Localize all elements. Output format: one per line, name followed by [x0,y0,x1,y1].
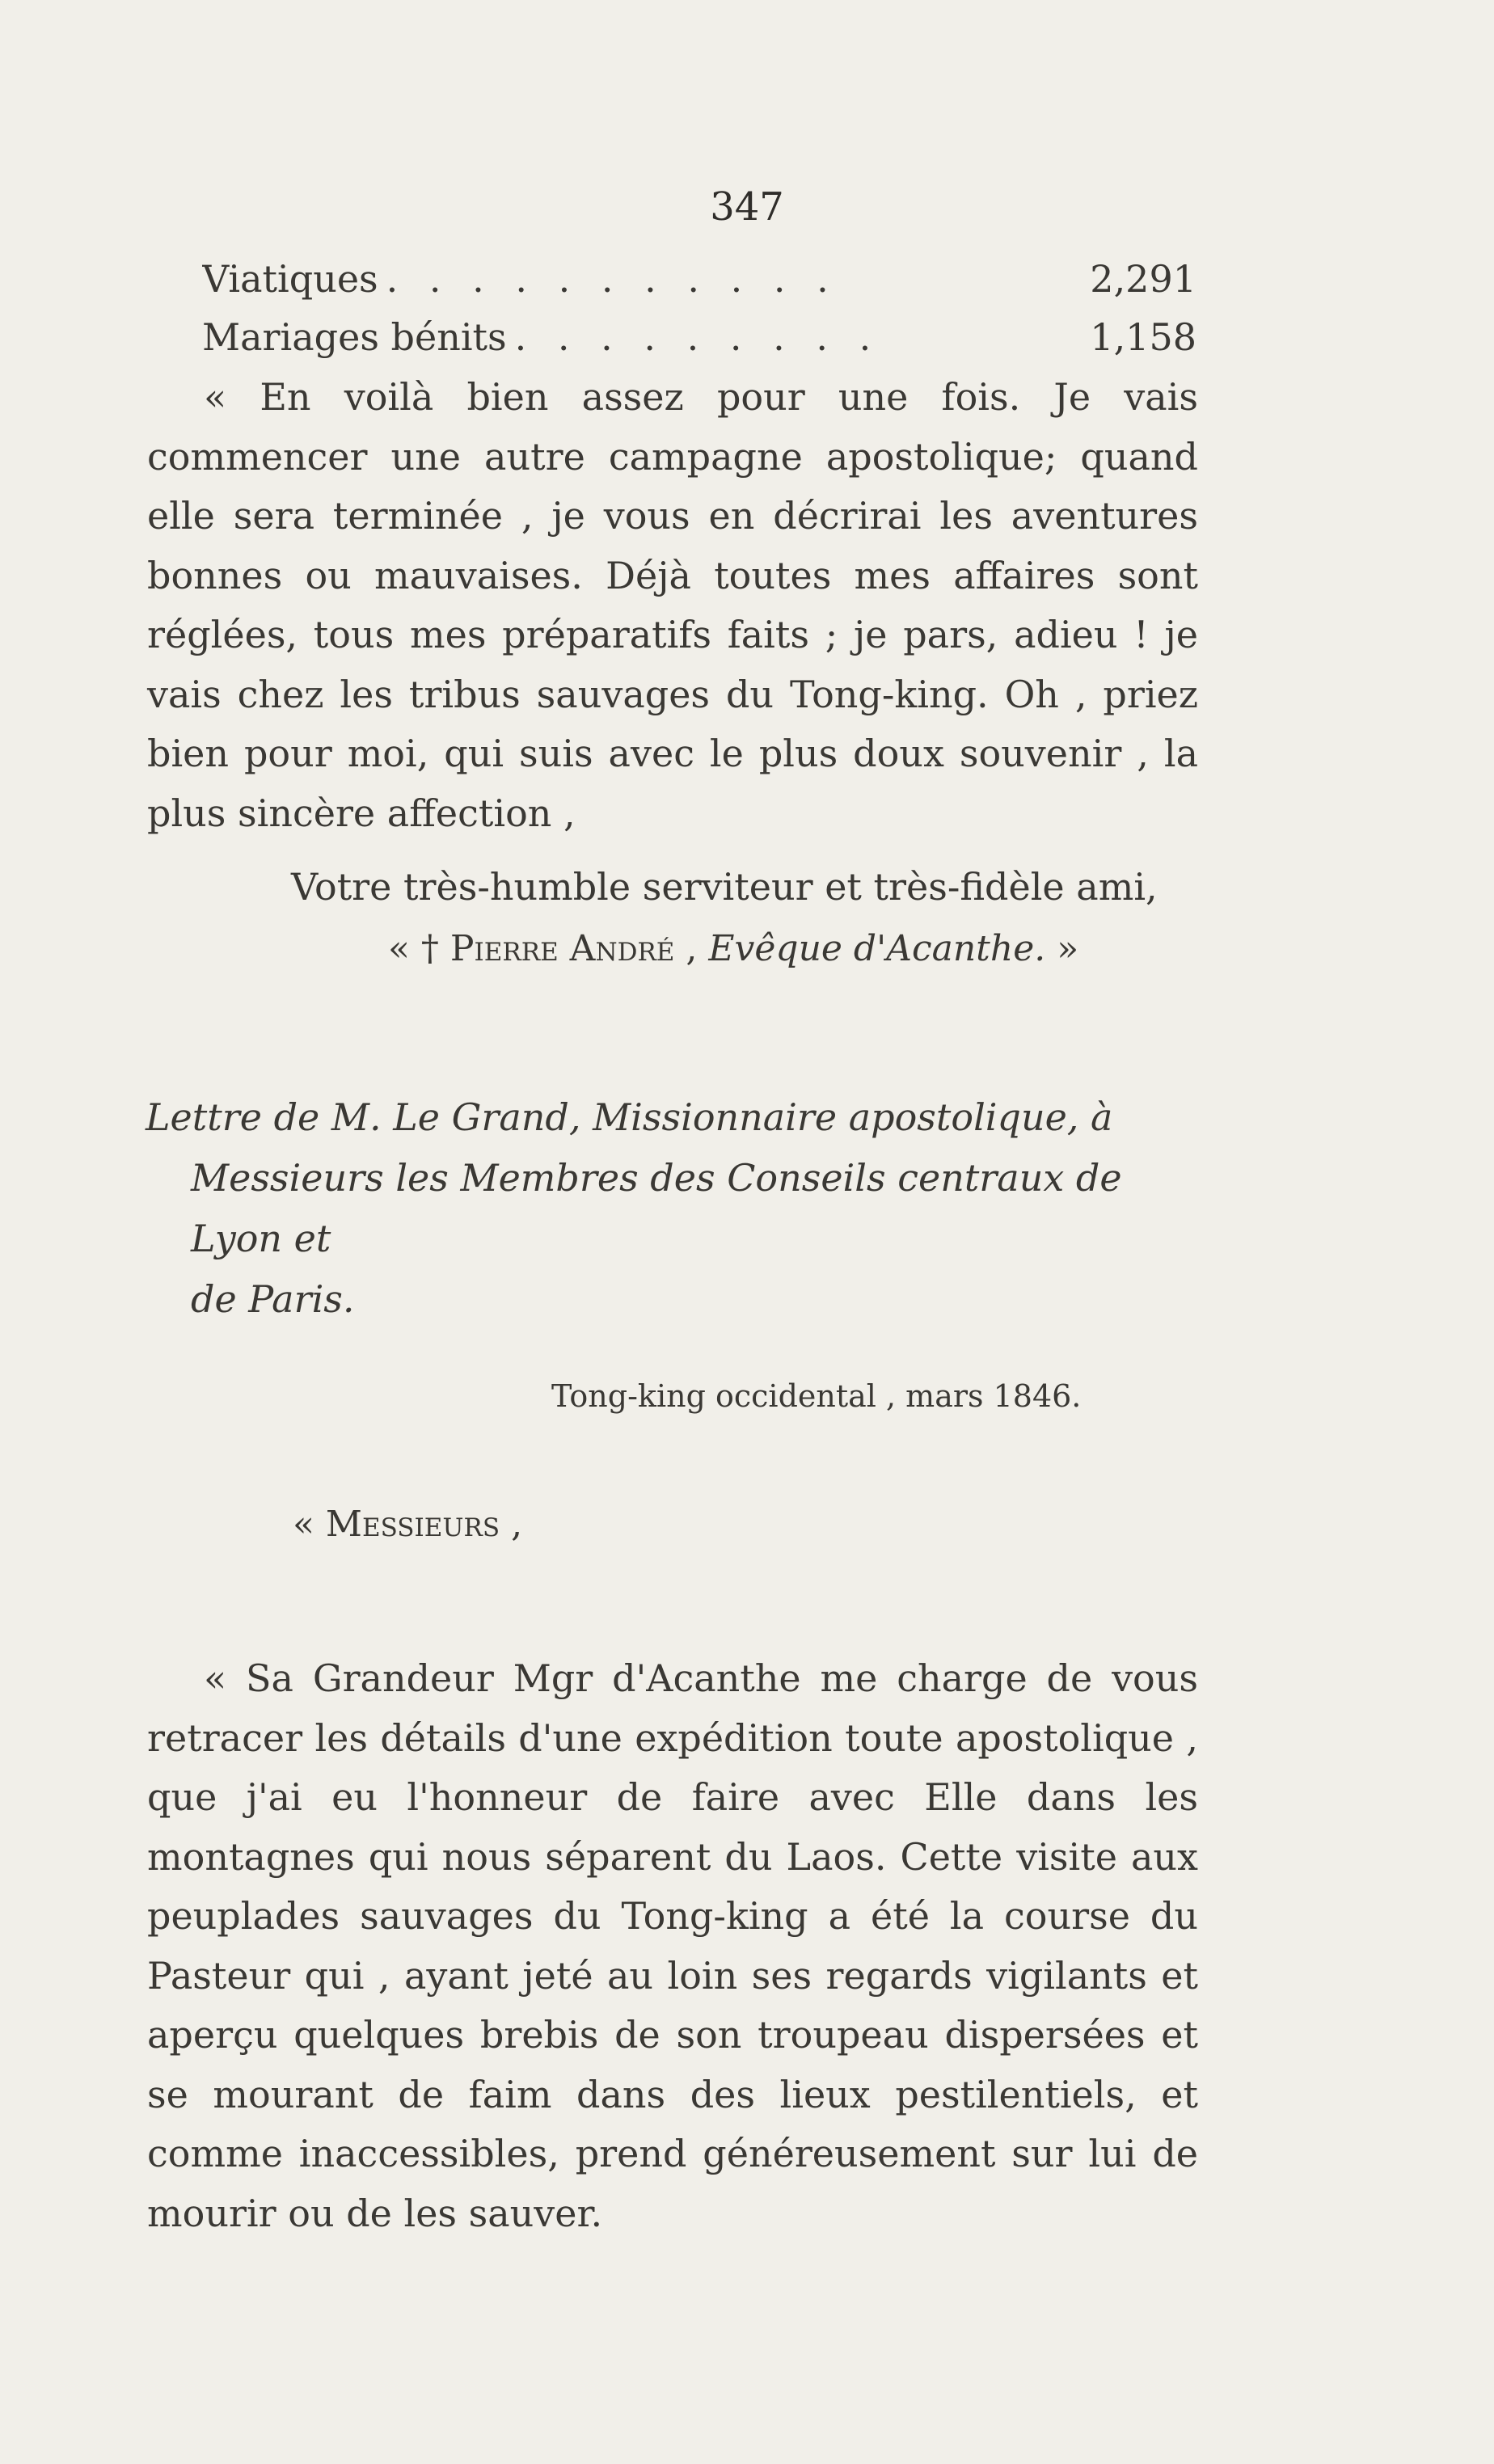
paragraph-text: « En voilà bien assez pour une fois. Je vais commencer une autre campagne apostolique; quand elle sera terminée , je vous en décrirai les aventures bonnes ou mauvaises. Déjà toutes mes affaires sont réglées, tous mes préparatifs faits ; je pars, adieu ! je vais chez les tribus sauvages du Tong-king. Oh , priez bien pour moi, qui suis avec le plus doux souvenir , la plus sincère affection , [147,375,1198,835]
signature-title: Evêque d'Acanthe. [708,928,1046,969]
stat-leader-dots: . . . . . . . . . . . [386,257,838,301]
letter-heading-line3: de Paris. [191,1277,355,1321]
stat-label: Viatiques [202,257,378,301]
signoff-line: Votre très-humble serviteur et très-fidèle ami, [291,865,1158,909]
page-number: 347 [710,184,784,230]
paragraph-text: « Sa Grandeur Mgr d'Acanthe me charge de vous retracer les détails d'une expédition toute apostolique , que j'ai eu l'honneur de faire avec Elle dans les montagnes qui nous séparent du Laos. Cette visite aux peuplades sauvages du Tong-king a été la course du Pasteur qui , ayant jeté au loin ses regards vigilants et aperçu quelques brebis de son troupeau dispersées et se mourant de faim dans des lieux pestilentiels, et comme inaccessibles, prend généreusement sur lui de mourir ou de les sauver. [147,1656,1198,2235]
signature-sep: , [674,928,709,969]
salutation-word: Messieurs [325,1504,500,1545]
letter-heading-line1: Lettre de M. Le Grand, Missionnaire apostolique, à [146,1095,1113,1139]
signature-open: « † [388,928,450,969]
letter-heading [146,1087,1196,1330]
stat-label: Mariages bénits [202,315,507,359]
closing-paragraph [147,368,1198,843]
signature-name: Pierre André [449,928,675,969]
dateline: Tong-king occidental , mars 1846. [551,1378,1082,1414]
salutation [293,1504,522,1545]
salutation-close: , [500,1504,523,1545]
signature-line [388,928,1078,969]
stat-value: 2,291 [1090,257,1196,301]
letter-body [147,1649,1198,2243]
salutation-open: « [293,1504,326,1545]
stat-leader-dots: . . . . . . . . . [514,315,881,359]
signature-close: » [1045,928,1079,969]
letter-heading-line2: Messieurs les Membres des Conseils centraux de Lyon et [191,1156,1122,1260]
stat-row-mariages [202,315,1196,369]
stat-value: 1,158 [1090,315,1196,359]
stat-row-viatiques [202,257,1196,310]
